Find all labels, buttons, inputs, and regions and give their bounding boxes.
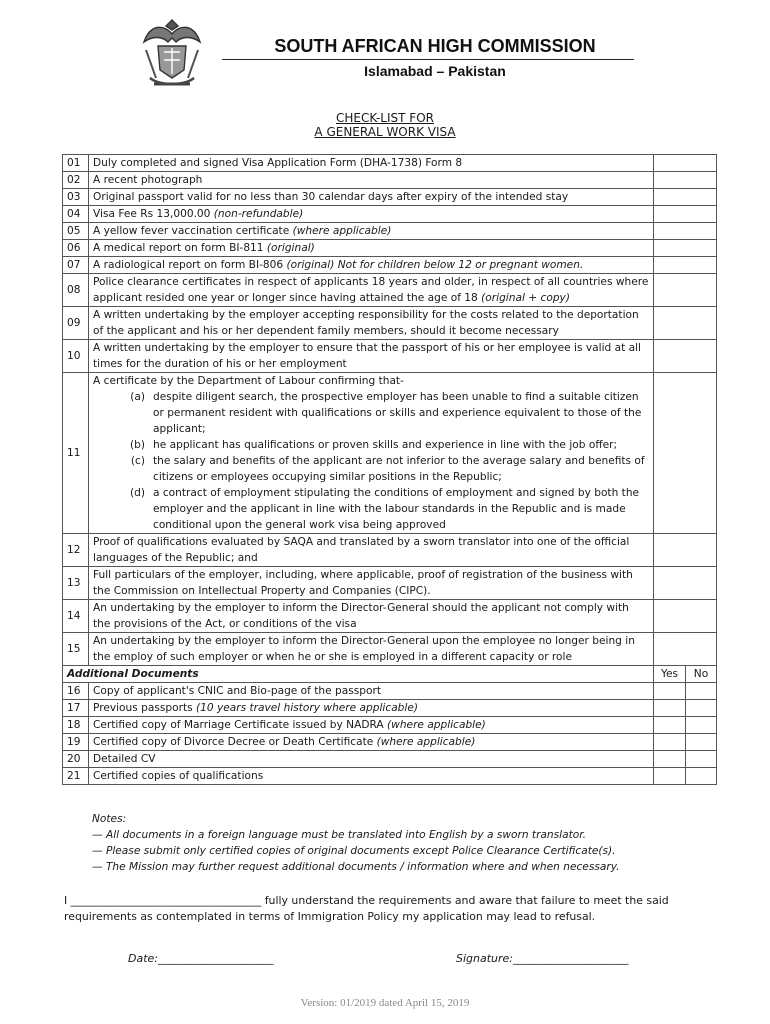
notes-section xyxy=(92,811,712,875)
item-text: Certified copy of Marriage Certificate issued by NADRA (where applicable) xyxy=(89,717,654,734)
item-text: An undertaking by the employer to inform the Director-General upon the employee no longer being in the employ of such employer or when he or she is employed in a different capacity or role xyxy=(89,633,654,666)
item-number: 02 xyxy=(63,172,89,189)
item-number: 12 xyxy=(63,534,89,567)
item-note: (where applicable) xyxy=(292,225,392,237)
item-number: 14 xyxy=(63,600,89,633)
table-row xyxy=(63,240,717,257)
table-row xyxy=(63,155,717,172)
table-row xyxy=(63,206,717,223)
item-text: Previous passports (10 years travel history where applicable) xyxy=(89,700,654,717)
item-number: 20 xyxy=(63,751,89,768)
item-number: 09 xyxy=(63,307,89,340)
table-row xyxy=(63,734,717,751)
table-row xyxy=(63,223,717,240)
table-row xyxy=(63,534,717,567)
item-number: 19 xyxy=(63,734,89,751)
item-text: Detailed CV xyxy=(89,751,654,768)
item-number: 21 xyxy=(63,768,89,785)
item-text: An undertaking by the employer to inform the Director-General should the applicant not comply with the provisions of the Act, or conditions of the visa xyxy=(89,600,654,633)
item-text: Copy of applicant's CNIC and Bio-page of the passport xyxy=(89,683,654,700)
table-row xyxy=(63,600,717,633)
sub-item: (d) a contract of employment stipulating the conditions of employment and signed by both the employer and the applicant in line with the labour standards in the Republic and is made conditional upon the general work visa being approved xyxy=(130,487,640,531)
table-row xyxy=(63,172,717,189)
item-number: 18 xyxy=(63,717,89,734)
yes-column-header: Yes xyxy=(654,666,686,683)
item-checkbox[interactable] xyxy=(654,373,717,534)
table-row xyxy=(63,683,717,700)
item-number: 04 xyxy=(63,206,89,223)
yes-checkbox[interactable] xyxy=(654,700,686,717)
item-number: 08 xyxy=(63,274,89,307)
coat-of-arms-logo xyxy=(136,16,208,92)
note-line: — All documents in a foreign language must be translated into English by a sworn translator. xyxy=(92,829,586,841)
item-text: Proof of qualifications evaluated by SAQA and translated by a sworn translator into one of the official languages of the Republic; and xyxy=(89,534,654,567)
checklist-title xyxy=(230,111,540,139)
commission-location: Islamabad – Pakistan xyxy=(364,63,506,79)
table-row xyxy=(63,340,717,373)
item-checkbox[interactable] xyxy=(654,340,717,373)
item-text: Visa Fee Rs 13,000.00 (non-refundable) xyxy=(89,206,654,223)
table-row xyxy=(63,257,717,274)
item-checkbox[interactable] xyxy=(654,274,717,307)
item-text: A written undertaking by the employer to ensure that the passport of his or her employee is valid at all times for the duration of his or her employment xyxy=(89,340,654,373)
item-number: 16 xyxy=(63,683,89,700)
item-note: (non-refundable) xyxy=(213,208,304,220)
no-checkbox[interactable] xyxy=(686,717,717,734)
yes-checkbox[interactable] xyxy=(654,751,686,768)
table-row xyxy=(63,189,717,206)
item-number: 15 xyxy=(63,633,89,666)
item-checkbox[interactable] xyxy=(654,567,717,600)
item-checkbox[interactable] xyxy=(654,307,717,340)
item-note: (where applicable) xyxy=(387,719,486,731)
applicant-declaration: I ___________________________________ fully understand the requirements and aware that failure to meet the said requirements as contemplated in terms of Immigration Policy my application may lead to refusal. xyxy=(64,894,669,923)
item-checkbox[interactable] xyxy=(654,600,717,633)
item-note: (original) Not for children below 12 or pregnant women. xyxy=(286,259,584,271)
item-text: A written undertaking by the employer accepting responsibility for the costs related to the deportation of the applicant and his or her dependent family members, should it become necessary xyxy=(89,307,654,340)
item-note: (where applicable) xyxy=(376,736,476,748)
item-text: A recent photograph xyxy=(89,172,654,189)
item-text: Full particulars of the employer, including, where applicable, proof of registration of the business with the Commission on Intellectual Property and Companies (CIPC). xyxy=(89,567,654,600)
version-footer: Version: 01/2019 dated April 15, 2019 xyxy=(300,997,470,1009)
note-line: — The Mission may further request additional documents / information where and when necessary. xyxy=(92,861,620,873)
table-row xyxy=(63,768,717,785)
table-row xyxy=(63,567,717,600)
item-text xyxy=(89,373,654,534)
item-note: (original) xyxy=(266,242,315,254)
table-row xyxy=(63,274,717,307)
item-text: Police clearance certificates in respect of applicants 18 years and older, in respect of all countries where applicant resided one year or longer since having attained the age of 18 (original + copy) xyxy=(89,274,654,307)
table-row xyxy=(63,633,717,666)
sub-item: (b) he applicant has qualifications or proven skills and experience in line with the job offer; xyxy=(130,439,618,451)
item-checkbox[interactable] xyxy=(654,155,717,172)
commission-title: SOUTH AFRICAN HIGH COMMISSION xyxy=(274,36,596,56)
item-text: A radiological report on form BI-806 (original) Not for children below 12 or pregnant women. xyxy=(89,257,654,274)
item-note: (10 years travel history where applicable) xyxy=(196,702,419,714)
item-checkbox[interactable] xyxy=(654,240,717,257)
yes-checkbox[interactable] xyxy=(654,734,686,751)
yes-checkbox[interactable] xyxy=(654,717,686,734)
item-text: Duly completed and signed Visa Application Form (DHA-1738) Form 8 xyxy=(89,155,654,172)
item-number: 07 xyxy=(63,257,89,274)
table-row xyxy=(63,700,717,717)
yes-checkbox[interactable] xyxy=(654,768,686,785)
item-checkbox[interactable] xyxy=(654,223,717,240)
additional-documents-heading: Additional Documents xyxy=(63,666,654,683)
notes-heading: Notes: xyxy=(92,813,127,825)
table-row xyxy=(63,373,717,534)
no-checkbox[interactable] xyxy=(686,683,717,700)
item-number: 03 xyxy=(63,189,89,206)
table-row xyxy=(63,307,717,340)
item-note: (original + copy) xyxy=(481,292,570,304)
item-text: Original passport valid for no less than 30 calendar days after expiry of the intended stay xyxy=(89,189,654,206)
item-checkbox[interactable] xyxy=(654,206,717,223)
no-checkbox[interactable] xyxy=(686,751,717,768)
yes-checkbox[interactable] xyxy=(654,683,686,700)
item-number: 01 xyxy=(63,155,89,172)
item-text: A medical report on form BI-811 (original) xyxy=(89,240,654,257)
item-number: 06 xyxy=(63,240,89,257)
item-text: Certified copy of Divorce Decree or Death Certificate (where applicable) xyxy=(89,734,654,751)
title-divider xyxy=(222,59,634,60)
sub-item: (a) despite diligent search, the prospective employer has been unable to find a suitable citizen or permanent resident with qualifications or skills and experience equivalent to those of the applicant; xyxy=(130,391,642,435)
date-field[interactable]: Date:_____________________ xyxy=(128,952,274,965)
item-number: 10 xyxy=(63,340,89,373)
item-number: 17 xyxy=(63,700,89,717)
table-row xyxy=(63,751,717,768)
item-checkbox[interactable] xyxy=(654,633,717,666)
no-checkbox[interactable] xyxy=(686,768,717,785)
item-checkbox[interactable] xyxy=(654,257,717,274)
checklist-title-line1: CHECK-LIST FOR xyxy=(336,111,434,125)
no-checkbox[interactable] xyxy=(686,700,717,717)
item-checkbox[interactable] xyxy=(654,534,717,567)
item-number: 11 xyxy=(63,373,89,534)
item-intro: A certificate by the Department of Labour confirming that- xyxy=(93,375,404,387)
no-checkbox[interactable] xyxy=(686,734,717,751)
checklist-title-line2: A GENERAL WORK VISA xyxy=(314,125,456,139)
additional-documents-header xyxy=(63,666,717,683)
item-number: 13 xyxy=(63,567,89,600)
table-row xyxy=(63,717,717,734)
item-checkbox[interactable] xyxy=(654,189,717,206)
item-checkbox[interactable] xyxy=(654,172,717,189)
note-line: — Please submit only certified copies of original documents except Police Clearance Certificate(s). xyxy=(92,845,616,857)
signature-field[interactable]: Signature:_____________________ xyxy=(456,952,629,965)
no-column-header: No xyxy=(686,666,717,683)
sub-item: (c) the salary and benefits of the applicant are not inferior to the average salary and benefits of citizens or employees occupying similar positions in the Republic; xyxy=(130,455,645,483)
item-number: 05 xyxy=(63,223,89,240)
item-text: Certified copies of qualifications xyxy=(89,768,654,785)
requirements-table xyxy=(62,154,717,785)
item-text: A yellow fever vaccination certificate (where applicable) xyxy=(89,223,654,240)
